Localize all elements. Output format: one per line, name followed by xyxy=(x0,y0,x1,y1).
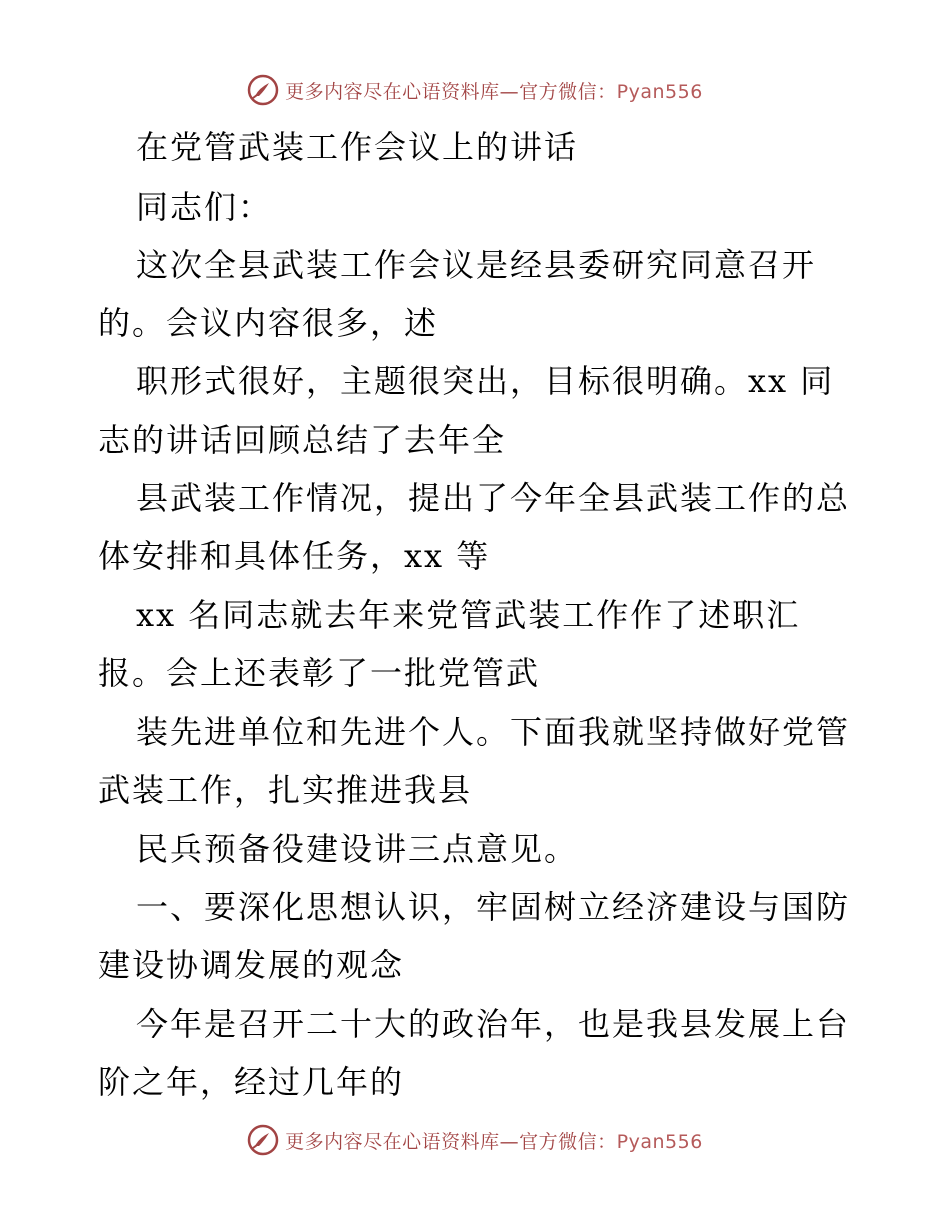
paragraph-line: 装先进单位和先进个人。下面我就坚持做好党管 xyxy=(136,713,851,751)
doc-title: 在党管武装工作会议上的讲话 xyxy=(136,128,579,166)
paragraph-line: xx 名同志就去年来党管武装工作作了述职汇 xyxy=(136,596,801,634)
section-heading-line: 建设协调发展的观念 xyxy=(98,946,405,984)
paragraph-line: 这次全县武装工作会议是经县委研究同意召开 xyxy=(136,246,817,284)
paragraph-line: 职形式很好，主题很突出，目标很明确。xx 同 xyxy=(136,362,835,400)
paragraph-line: 体安排和具体任务，xx 等 xyxy=(98,537,491,575)
paragraph-line: 民兵预备役建设讲三点意见。 xyxy=(136,830,579,868)
paragraph-line: 武装工作，扎实推进我县 xyxy=(98,771,473,809)
paragraph-line: 今年是召开二十大的政治年，也是我县发展上台 xyxy=(136,1005,851,1043)
watermark-id: Pyan556 xyxy=(616,80,703,103)
paragraph-line: 的。会议内容很多，述 xyxy=(98,304,439,342)
watermark-text: 更多内容尽在心语资料库—官方微信：Pyan556 xyxy=(285,1130,703,1153)
book-quill-icon xyxy=(247,1124,279,1156)
paragraph-line: 县武装工作情况，提出了今年全县武装工作的总 xyxy=(136,479,851,517)
footer-watermark xyxy=(0,1120,950,1160)
salutation: 同志们： xyxy=(136,188,273,226)
watermark-text: 更多内容尽在心语资料库—官方微信：Pyan556 xyxy=(285,80,703,103)
paragraph-line: 报。会上还表彰了一批党管武 xyxy=(98,654,541,692)
paragraph-line: 阶之年，经过几年的 xyxy=(98,1063,405,1101)
watermark-id: Pyan556 xyxy=(616,1130,703,1153)
section-heading-line: 一、要深化思想认识，牢固树立经济建设与国防 xyxy=(136,888,851,926)
paragraph-line: 志的讲话回顾总结了去年全 xyxy=(98,421,507,459)
